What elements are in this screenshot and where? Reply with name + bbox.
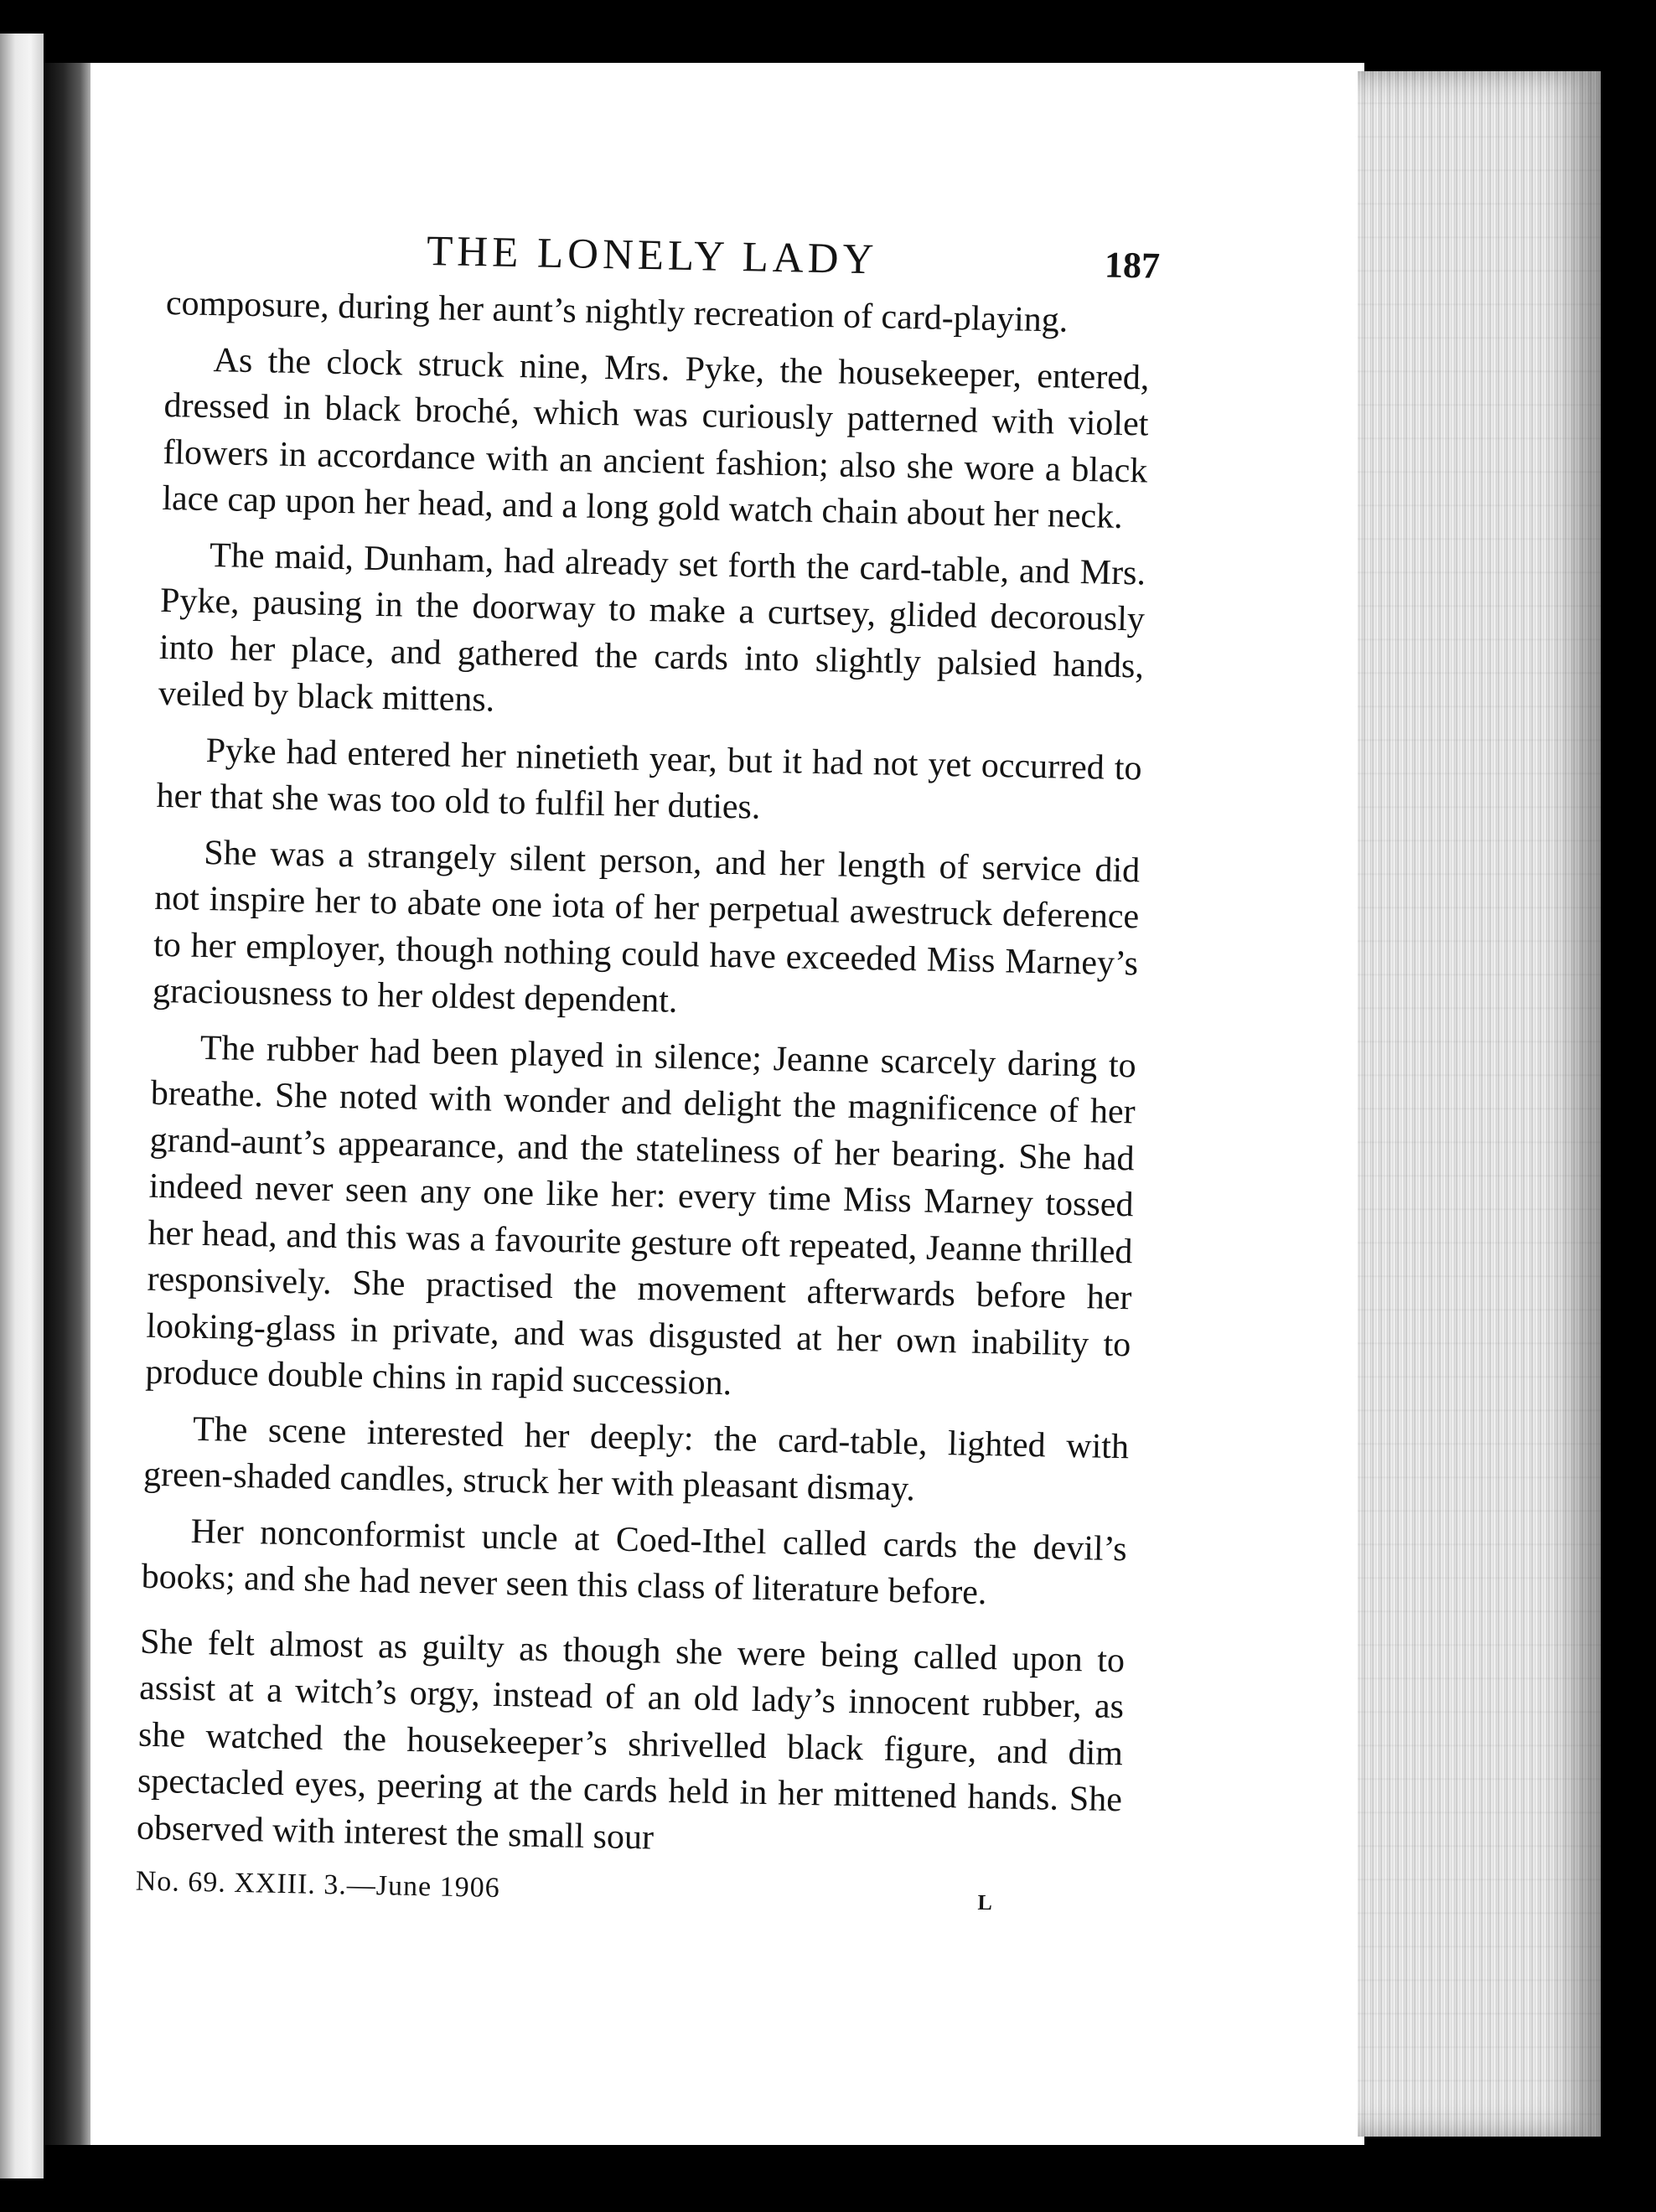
body-text — [136, 281, 1151, 1870]
page-text-block — [135, 214, 1161, 1930]
paragraph-4: Pyke had entered her ninetieth year, but it had not yet occurred to her that she was too old to fulfil her duties. — [156, 731, 1142, 827]
paragraph-3: The maid, Dunham, had already set forth the card-table, and Mrs. Pyke, pausing in the doorway to make a curtsey, glided decorously into her place, and gathered the cards into slightly palsied hands, veiled by black mittens. — [158, 535, 1146, 720]
paragraph-1: composure, during her aunt’s nightly recreation of card-playing. — [165, 283, 1069, 340]
signature-letter: L — [977, 1889, 993, 1915]
signature-mark: No. 69. XXIII. 3.—June 1906 — [135, 1865, 501, 1904]
page-number: 187 — [1104, 244, 1161, 287]
paragraph-8: Her nonconformist uncle at Coed-Ithel called cards the devil’s books; and she had never seen this class of literature before. — [141, 1512, 1128, 1613]
facing-page-edge — [0, 34, 44, 2178]
paragraph-5: She was a strangely silent person, and her length of service did not inspire her to abate one iota of her perpetual awestruck deference to her employer, though nothing could have exceeded Miss Marney’s graciousness to her oldest dependent. — [152, 833, 1141, 1021]
paragraph-2: As the clock struck nine, Mrs. Pyke, the housekeeper, entered, dressed in black broché, which was curiously patterned with violet flowers in accordance with an ancient fashion; also she wore a black lace cap upon her head, and a long gold watch chain about her neck. — [162, 340, 1150, 536]
paragraph-7: The scene interested her deeply: the card-table, lighted with green-shaded candles, struck her with pleasant dismay. — [142, 1409, 1130, 1509]
gutter-shadow — [44, 63, 92, 2145]
page-stack-texture — [1358, 71, 1601, 2137]
running-head-title: THE LONELY LADY — [426, 227, 878, 284]
paragraph-9: She felt almost as guilty as though she were being called upon to assist at a witch’s orgy, instead of an old lady’s innocent rubber, as she watched the housekeeper’s shrivelled black figure, and dim spectacled eyes, peering at the cards held in her mittened hands. She observed with interest the small sour — [136, 1622, 1126, 1857]
paragraph-6: The rubber had been played in silence; Jeanne scarcely daring to breathe. She noted with wonder and delight the magnificence of her grand-aunt’s appearance, and the stateliness of her bearing. She had indeed never seen any one like her: every time Miss Marney tossed her head, and this was a favourite gesture oft repeated, Jeanne thrilled responsively. She practised the movement afterwards before her looking-glass in private, and was disgusted at her own inability to produce double chins in rapid succession. — [145, 1028, 1137, 1403]
